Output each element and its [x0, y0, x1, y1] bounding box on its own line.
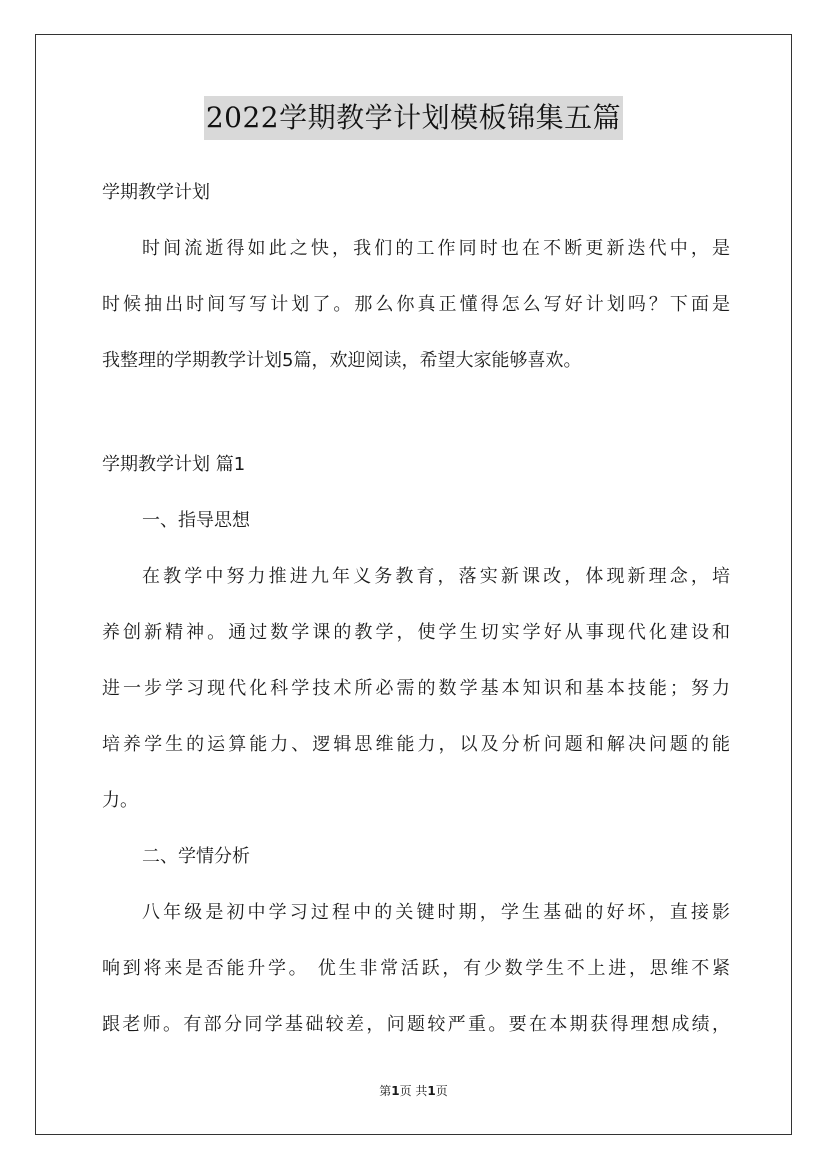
intro-line-2: 时候抽出时间写写计划了。那么你真正懂得怎么写好计划吗？下面是	[102, 294, 730, 315]
sub1-line-3: 进一步学习现代化科学技术所必需的数学基本知识和基本技能；努力	[102, 678, 730, 699]
title-container	[0, 96, 827, 140]
sub2-line-1: 八年级是初中学习过程中的关键时期，学生基础的好坏，直接影	[142, 902, 730, 923]
page-footer	[0, 1083, 827, 1099]
footer-page-total: 1	[427, 1084, 436, 1098]
section-spacer	[102, 389, 730, 437]
sub1-line-1: 在教学中努力推进九年义务教育，落实新课改，体现新理念，培	[142, 566, 730, 587]
sub2-line-3: 跟老师。有部分同学基础较差，问题较严重。要在本期获得理想成绩，	[102, 1014, 730, 1035]
footer-page-current: 1	[391, 1084, 400, 1098]
sub2-line-2: 响到将来是否能升学。 优生非常活跃，有少数学生不上进，思维不紧	[102, 958, 730, 979]
footer-page-mid: 页 共	[399, 1084, 428, 1098]
section-heading: 学期教学计划 篇1	[102, 454, 246, 475]
document-body	[102, 165, 730, 1053]
intro-line-3: 我整理的学期教学计划5篇，欢迎阅读，希望大家能够喜欢。	[102, 350, 582, 371]
sub1-line-2: 养创新精神。通过数学课的教学，使学生切实学好从事现代化建设和	[102, 622, 730, 643]
document-title: 2022学期教学计划模板锦集五篇	[204, 96, 623, 140]
footer-page-prefix: 第	[379, 1084, 392, 1098]
sub1-heading: 一、指导思想	[142, 510, 250, 531]
sub1-line-4: 培养学生的运算能力、逻辑思维能力，以及分析问题和解决问题的能	[102, 734, 730, 755]
sub2-heading: 二、学情分析	[142, 846, 250, 867]
sub1-line-5: 力。	[102, 790, 138, 811]
intro-heading: 学期教学计划	[102, 182, 210, 203]
intro-line-1: 时间流逝得如此之快，我们的工作同时也在不断更新迭代中，是	[142, 238, 730, 259]
footer-page-suffix: 页	[435, 1084, 448, 1098]
